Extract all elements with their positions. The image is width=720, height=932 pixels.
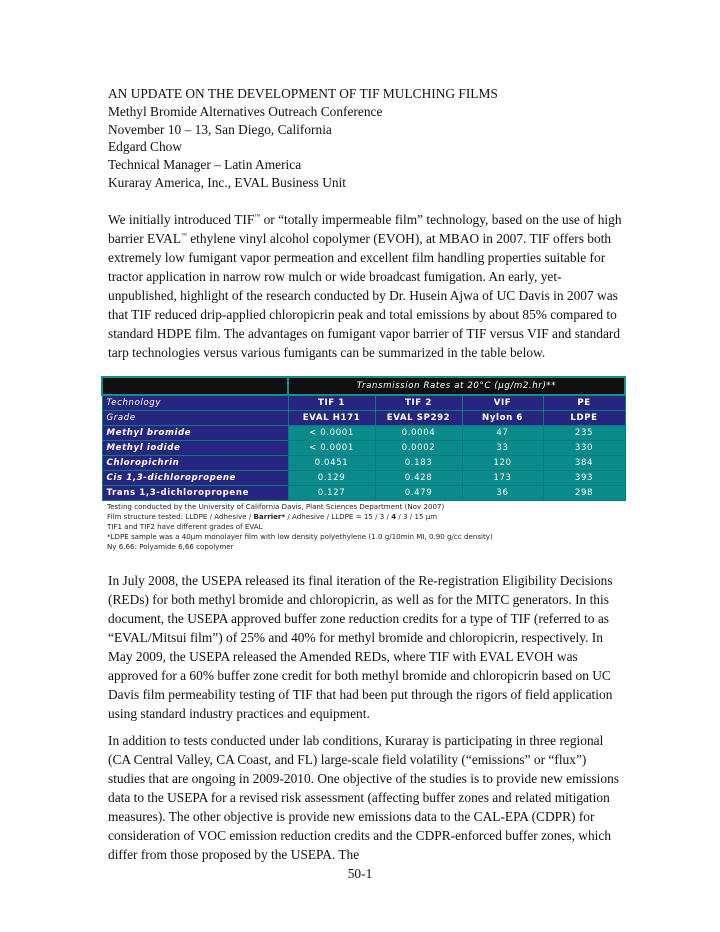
fumigant-name: Methyl iodide bbox=[102, 441, 288, 456]
grade-label: Grade bbox=[102, 411, 288, 426]
table-cell: 0.183 bbox=[375, 456, 462, 471]
table-cell: 173 bbox=[462, 471, 543, 486]
footnote-grades: TIF1 and TIF2 have different grades of EVAL bbox=[107, 522, 263, 531]
footnote-text: Film structure tested: LLDPE / Adhesive / bbox=[107, 512, 254, 521]
paragraph-usepa: In July 2008, the USEPA released its final iteration of the Re-registration Eligibility Decisions (REDs) for both methyl bromide and chloropicrin, as well as for the MITC generators. In this document, the USEPA approved buffer zone reduction credits for a type of TIF (referred to as “EVAL/Mitsui film”) of 25% and 40% for methyl bromide and chloropicrin, respectively. In May 2009, the USEPA released the Amended REDs, where TIF with EVAL EVOH was approved for a 60% buffer zone credit for both methyl bromide and chloropicrin based on UC Davis film permeability testing of TIF that had been put through the rigors of field application using standard industry practices and equipment. bbox=[108, 573, 613, 721]
table-cell: 393 bbox=[543, 471, 625, 486]
table-row bbox=[102, 471, 625, 486]
table-cell: 47 bbox=[462, 426, 543, 441]
table-cell: 0.0004 bbox=[375, 426, 462, 441]
table-cell: 384 bbox=[543, 456, 625, 471]
grade-header: Nylon 6 bbox=[462, 411, 543, 426]
transmission-rates-table bbox=[101, 376, 624, 501]
footnote-testing: Testing conducted by the University of California Davis, Plant Sciences Department (Nov 2007) bbox=[107, 502, 445, 511]
paragraph-field-studies: In addition to tests conducted under lab conditions, Kuraray is participating in three regional (CA Central Valley, CA Coast, and FL) large-scale field volatility (“emissions” or “flux”) studies that are ongoing in 2009-2010. One objective of the studies is to provide new emissions data to the USEPA for a revised risk assessment (affecting buffer zones and related mitigation measures). The other objective is provide new emissions data to the CAL-EPA (CDPR) for consideration of VOC emission reduction credits and the CDPR-enforced buffer zones, which differ from those proposed by the USEPA. The bbox=[108, 733, 619, 862]
footnote-barrier: Barrier* bbox=[253, 512, 286, 521]
footnote-text: / Adhesive / LLDPE = 15 / 3 / bbox=[285, 512, 392, 521]
author-affiliation: Kuraray America, Inc., EVAL Business Unit bbox=[108, 174, 347, 190]
table-cell: 0.0451 bbox=[288, 456, 375, 471]
table-cell: 0.479 bbox=[375, 486, 462, 501]
table-row bbox=[102, 426, 625, 441]
table-cell: 0.428 bbox=[375, 471, 462, 486]
trademark-symbol: ™ bbox=[181, 233, 187, 239]
footnote-barrier-thickness: 4 bbox=[391, 512, 397, 521]
table-caption-row bbox=[102, 377, 625, 395]
table-cell: < 0.0001 bbox=[288, 426, 375, 441]
footnote-film-structure bbox=[107, 512, 493, 522]
paragraph-intro bbox=[108, 210, 624, 362]
table-cell: 235 bbox=[543, 426, 625, 441]
footnote-ldpe: *LDPE sample was a 40µm monolayer film with low density polyethylene (1.0 g/10min MI, 0.90 g/cc density) bbox=[107, 532, 493, 541]
author-position: Technical Manager – Latin America bbox=[108, 157, 302, 173]
table-cell: 33 bbox=[462, 441, 543, 456]
table-cell: 298 bbox=[543, 486, 625, 501]
table-cell: 36 bbox=[462, 486, 543, 501]
table-cell: 0.127 bbox=[288, 486, 375, 501]
technology-header: TIF 1 bbox=[288, 395, 375, 411]
grade-header: EVAL SP292 bbox=[375, 411, 462, 426]
fumigant-name: Chloropichrin bbox=[102, 456, 288, 471]
table-row bbox=[102, 486, 625, 501]
table-cell: 0.129 bbox=[288, 471, 375, 486]
table-header-technology-row bbox=[102, 395, 625, 411]
table-caption: Transmission Rates at 20°C (µg/m2.hr)** bbox=[288, 377, 625, 395]
table-caption-blank bbox=[102, 377, 288, 395]
page-number: 50-1 bbox=[347, 866, 373, 881]
table-footnotes bbox=[107, 502, 493, 552]
technology-label: Technology bbox=[102, 395, 288, 411]
fumigant-name: Methyl bromide bbox=[102, 426, 288, 441]
fumigant-name: Trans 1,3-dichloropropene bbox=[102, 486, 288, 501]
trademark-symbol: ™ bbox=[254, 214, 261, 220]
table-row bbox=[102, 441, 625, 456]
table-row bbox=[102, 456, 625, 471]
fumigant-name: Cis 1,3-dichloropropene bbox=[102, 471, 288, 486]
intro-text-c: ethylene vinyl alcohol copolymer (EVOH), at MBAO in 2007. TIF offers both extremely low fumigant vapor permeation and excellent film handling properties suitable for tractor application in narrow row mulch or wide broadcast fumigation. An early, yet-unpublished, highlight of the research conducted by Dr. Husein Ajwa of UC Davis in 2007 was that TIF reduced drip-applied chloropicrin peak and total emissions by about 85% compared to standard HDPE film. The advantages on fumigant vapor barrier of TIF versus VIF and standard tarp technologies versus various fumigants can be summarized in the table below. bbox=[108, 231, 621, 360]
footnote-nylon: Ny 6.66: Polyamide 6,66 copolymer bbox=[107, 542, 234, 551]
intro-text-a: We initially introduced TIF bbox=[108, 212, 255, 227]
footnote-text: / 3 / 15 µm bbox=[396, 512, 438, 521]
grade-header: LDPE bbox=[543, 411, 625, 426]
intro-text-b: or “totally impermeable film” technology, based on the use of high barrier EVAL bbox=[108, 212, 622, 246]
conference-name: Methyl Bromide Alternatives Outreach Conference bbox=[108, 103, 383, 119]
technology-header: VIF bbox=[462, 395, 543, 411]
technology-header: PE bbox=[543, 395, 625, 411]
grade-header: EVAL H171 bbox=[288, 411, 375, 426]
table-cell: < 0.0001 bbox=[288, 441, 375, 456]
table-header-grade-row bbox=[102, 411, 625, 426]
table-cell: 120 bbox=[462, 456, 543, 471]
author-name: Edgard Chow bbox=[108, 139, 183, 155]
conference-date-location: November 10 – 13, San Diego, California bbox=[108, 121, 332, 137]
table-cell: 330 bbox=[543, 441, 625, 456]
document-title: AN UPDATE ON THE DEVELOPMENT OF TIF MULCHING FILMS bbox=[108, 86, 498, 101]
document-header bbox=[108, 85, 498, 192]
technology-header: TIF 2 bbox=[375, 395, 462, 411]
table-cell: 0.0002 bbox=[375, 441, 462, 456]
